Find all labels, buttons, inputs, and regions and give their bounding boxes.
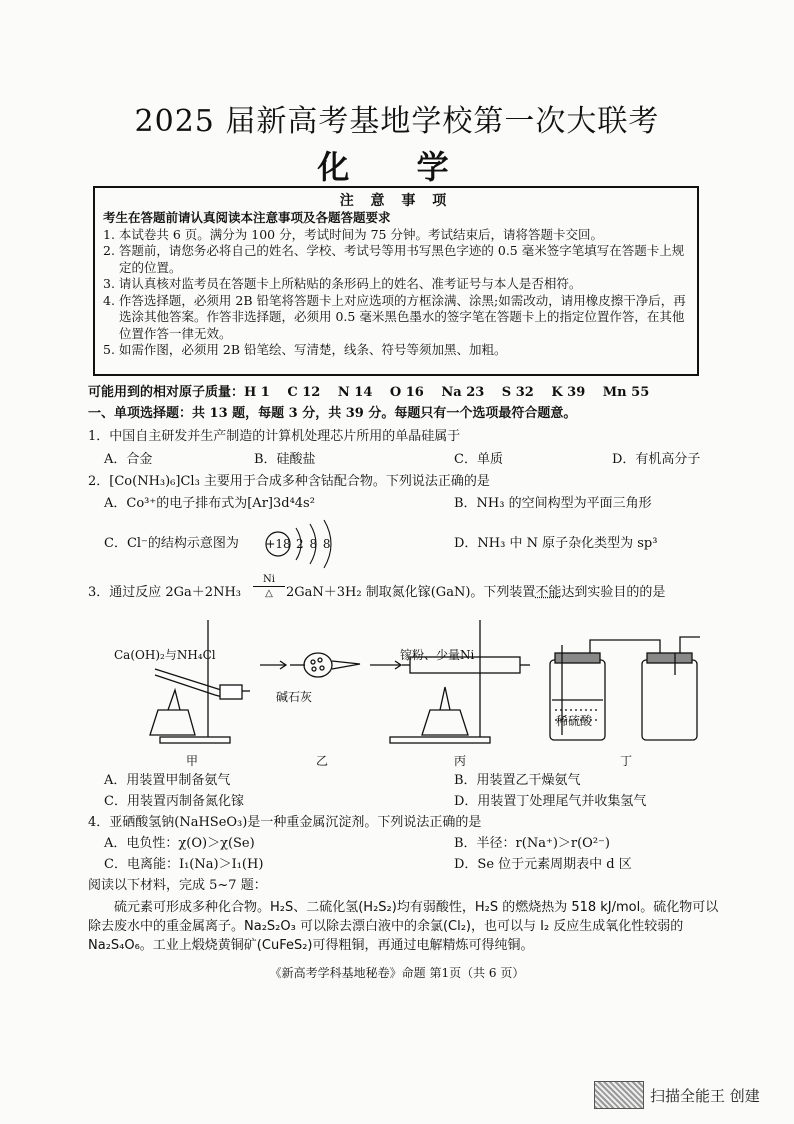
reagent-label-3: 镓粉、少量Ni [400, 648, 475, 662]
electron-shells: 2 8 8 [296, 537, 332, 551]
q2-option-c: C．Cl⁻的结构示意图为 [104, 536, 239, 551]
notice-item: 5. 如需作图，必须用 2B 铅笔绘、写清楚，线条、符号等须加黑、加粗。 [103, 342, 507, 357]
reagent-label-4: 稀硫酸 [556, 714, 593, 728]
question-3-stem-part2 [286, 584, 665, 602]
q3-option-b: B．用装置乙干燥氨气 [454, 773, 581, 788]
q1-option-b: B．硅酸盐 [254, 452, 316, 467]
q4-option-c: C．电离能：I₁(Na)＞I₁(H) [104, 857, 264, 872]
nucleus-charge: +18 [265, 537, 291, 551]
reaction-conditions [253, 574, 285, 599]
notice-item: 2. 答题前，请您务必将自己的姓名、学校、考试号等用书写黑色字迹的 0.5 毫米签字笔填写在答题卡上规定的位置。 [103, 243, 685, 275]
q2-option-a: A．Co³⁺的电子排布式为[Ar]3d⁴4s² [104, 496, 315, 511]
q3-option-a: A．用装置甲制备氨气 [104, 773, 231, 788]
reagent-label-1: Ca(OH)₂与NH₄Cl [114, 648, 216, 662]
notice-item: 4. 作答选择题，必须用 2B 铅笔将答题卡上对应选项的方框涂满、涂黑;如需改动，请用橡皮擦干净后，再选涂其他答案。作答非选择题，必须用 0.5 毫米黑色墨水的签字笔在答题卡上的指定位置作答，在其他位置作答一律无效。 [103, 292, 686, 341]
apparatus-bing [370, 620, 530, 743]
reading-intro: 阅读以下材料，完成 5~7 题： [88, 878, 267, 893]
caption-ding: 丁 [620, 754, 633, 768]
section-heading: 一、单项选择题：共 13 题，每题 3 分，共 39 分。每题只有一个选项最符合题意。 [88, 406, 577, 421]
question-3-stem-end: 达到实验目的的是 [561, 585, 666, 600]
apparatus-yi [260, 653, 360, 677]
question-3-stem-part1: 3．通过反应 2Ga＋2NH₃ [88, 585, 242, 600]
reagent-label-2: 碱石灰 [276, 690, 313, 704]
caption-bing: 丙 [454, 754, 467, 768]
heat-symbol: △ [265, 588, 273, 599]
page-footer: 《新高考学科基地秘卷》命题 第1页（共 6 页） [269, 966, 525, 980]
notice-heading: 考生在答题前请认真阅读本注意事项及各题答题要求 [103, 210, 391, 225]
watermark-text: 扫描全能王 创建 [650, 1086, 760, 1105]
q4-option-b: B．半径：r(Na⁺)＞r(O²⁻) [454, 836, 610, 851]
q2-option-b: B．NH₃ 的空间构型为平面三角形 [454, 496, 652, 511]
reading-passage: 硫元素可形成多种化合物。H₂S、二硫化氢(H₂S₂)均有弱酸性，H₂S 的燃烧热为 518 kJ/mol。硫化物可以除去废水中的重金属离子。Na₂S₂O₃ 可以除去漂白液中的余氯(Cl₂)，也可以与 I₂ 反应生成氧化性较弱的 Na₂S₄O₆。工业上煅烧黄铜矿(CuFeS₂)可得粗铜，再通过电解精炼可得纯铜。 [88, 900, 719, 953]
caption-yi: 乙 [316, 754, 329, 768]
q1-option-a: A．合金 [104, 452, 153, 467]
notice-item: 3. 请认真核对监考员在答题卡上所粘贴的条形码上的姓名、准考证号与本人是否相符。 [103, 276, 582, 291]
notice-box [93, 186, 699, 376]
scanner-logo-icon [594, 1081, 644, 1109]
q1-option-c: C．单质 [454, 452, 503, 467]
q2-option-d: D．NH₃ 中 N 原子杂化类型为 sp³ [454, 536, 658, 551]
atomic-masses: 可能用到的相对原子质量：H 1 C 12 N 14 O 16 Na 23 S 32 K 39 Mn 55 [88, 385, 650, 400]
reaction-arrow [253, 586, 285, 587]
question-3-stem-main: 2GaN＋3H₂ 制取氮化镓(GaN)。下列装置 [286, 585, 536, 600]
question-4-stem: 4．亚硒酸氢钠(NaHSeO₃)是一种重金属沉淀剂。下列说法正确的是 [88, 815, 482, 830]
question-1-stem: 1．中国自主研发并生产制造的计算机处理芯片所用的单晶硅属于 [88, 429, 461, 444]
q3-option-d: D．用装置丁处理尾气并收集氢气 [454, 794, 647, 809]
negation-emphasis: 不能 [535, 585, 562, 600]
exam-title: 2025 届新高考基地学校第一次大联考 [134, 104, 660, 139]
question-2-stem: 2．[Co(NH₃)₆]Cl₃ 主要用于合成多种含钴配合物。下列说法正确的是 [88, 474, 490, 489]
q3-option-c: C．用装置丙制备氮化镓 [104, 794, 244, 809]
q4-option-a: A．电负性：χ(O)＞χ(Se) [104, 836, 255, 851]
catalyst-label: Ni [263, 574, 275, 585]
q1-option-d: D．有机高分子 [612, 452, 701, 467]
caption-jia: 甲 [186, 754, 199, 768]
notice-item: 1. 本试卷共 6 页。满分为 100 分，考试时间为 75 分钟。考试结束后，请将答题卡交回。 [103, 226, 603, 242]
q4-option-d: D．Se 位于元素周期表中 d 区 [454, 857, 632, 872]
apparatus-figure [100, 615, 720, 750]
scanner-watermark [594, 1080, 784, 1110]
apparatus-jia [150, 620, 250, 743]
subject-title: 化 学 [317, 148, 477, 186]
notice-title: 注 意 事 项 [339, 193, 453, 209]
